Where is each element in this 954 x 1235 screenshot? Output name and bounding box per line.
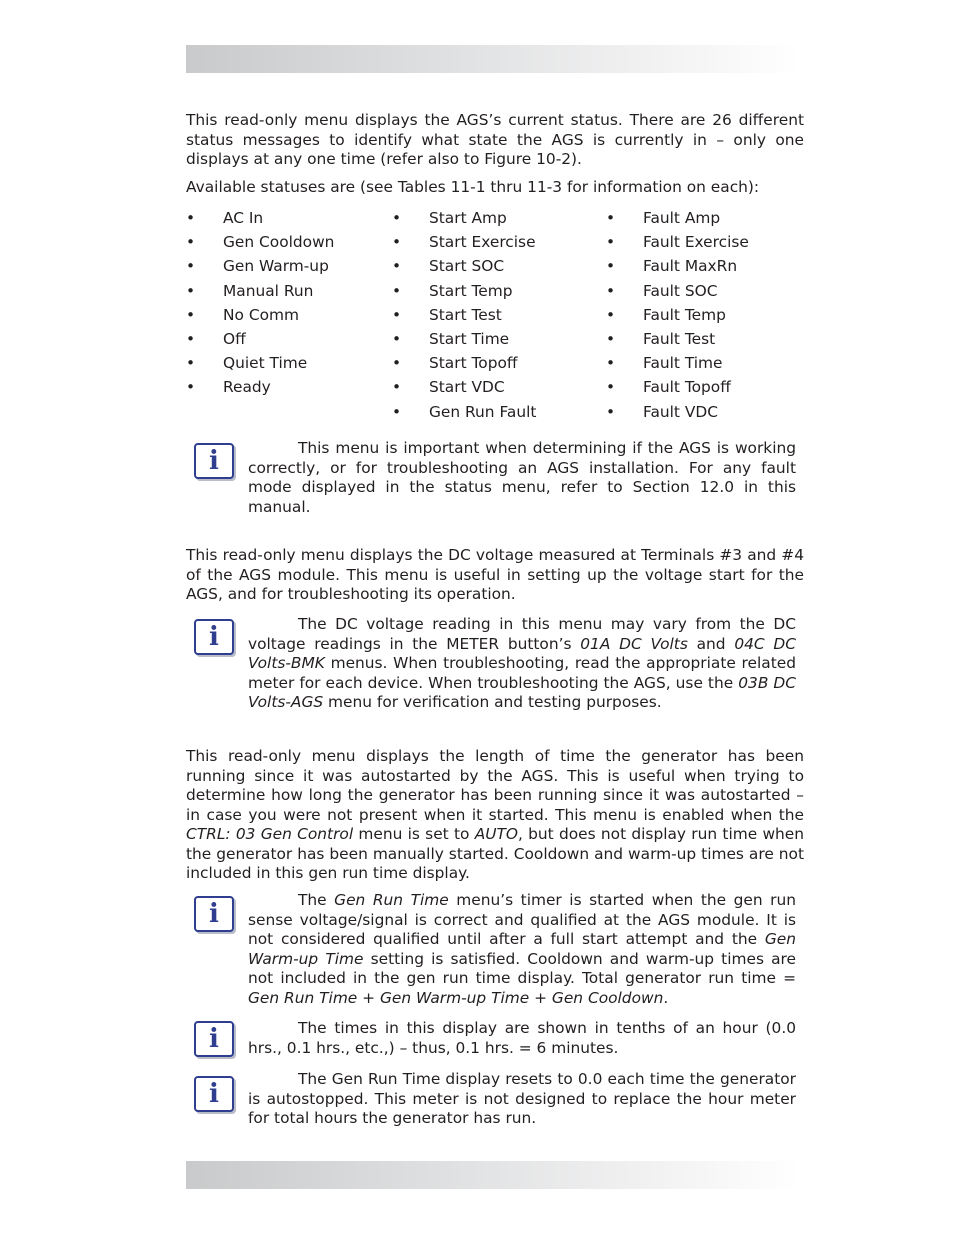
bullet-icon: • (606, 305, 616, 324)
status-label: Start SOC (429, 257, 505, 276)
status-label: Fault Temp (643, 305, 726, 324)
info-icon: i (194, 896, 234, 932)
status-label: Fault Amp (643, 209, 721, 227)
bullet-icon: • (606, 329, 616, 348)
bullet-icon: • (186, 378, 196, 397)
bullet-icon: • (392, 329, 402, 348)
bullet-icon: • (392, 305, 402, 324)
bullet-icon: • (392, 378, 402, 397)
header-bar (186, 45, 800, 73)
status-label: Start Exercise (429, 233, 536, 252)
bullet-icon: • (186, 305, 196, 324)
status-label: Fault Topoff (643, 378, 731, 397)
status-label: Fault Time (643, 354, 723, 373)
status-label: AC In (223, 209, 264, 227)
bullet-icon: • (186, 257, 196, 276)
dc-volts-paragraph: This read-only menu displays the DC voltage measured at Terminals #3 and #4 of the AGS module. This menu is useful in setting up the voltage start for the AGS, and for troubleshooting its operation. (186, 546, 804, 603)
bullet-icon: • (606, 233, 616, 252)
status-label: Gen Run Fault (429, 402, 537, 421)
info-icon: i (194, 1076, 234, 1112)
bullet-icon: • (606, 257, 616, 276)
status-label: Start Topoff (429, 354, 518, 373)
bullet-icon: • (186, 209, 196, 227)
status-label: Manual Run (223, 281, 314, 300)
bullet-icon: • (392, 354, 402, 373)
status-label: Start Time (429, 329, 510, 348)
bullet-icon: • (392, 209, 402, 227)
info-icon: i (194, 1021, 234, 1057)
status-intro-paragraph: This read-only menu displays the AGS’s current status. There are 26 different status messages to identify what state the AGS is currently in – only one displays at any one time (refer also to Figure 10-2). (186, 111, 804, 168)
status-label: Fault Test (643, 329, 716, 348)
bullet-icon: • (606, 378, 616, 397)
status-label: Off (223, 329, 246, 348)
info-icon: i (194, 619, 234, 655)
note-tenths-text: The times in this display are shown in tenths of an hour (0.0 hrs., 0.1 hrs., etc.,) – thus, 0.1 hrs. = 6 minutes. (248, 1019, 796, 1057)
status-label: Gen Cooldown (223, 233, 335, 252)
status-label: Start Temp (429, 281, 513, 300)
bullet-icon: • (392, 257, 402, 276)
note-gen-run-timer-text: The Gen Run Time menu’s timer is started when the gen run sense voltage/signal is correct and qualified at the AGS module. It is not considered qualified until after a full start attempt and the Gen Warm-up Time setting is satisfied. Cooldown and warm-up times are not included in the gen run time display. Total generator run time = Gen Run Time + Gen Warm-up Time + Gen Cooldown. (248, 891, 796, 1007)
status-label: Fault Exercise (643, 233, 749, 252)
status-label: Fault SOC (643, 281, 718, 300)
bullet-icon: • (606, 281, 616, 300)
bullet-icon: • (186, 233, 196, 252)
note-reset-text: The Gen Run Time display resets to 0.0 each time the generator is autostopped. This meter is not designed to replace the hour meter for total hours the generator has run. (248, 1070, 796, 1127)
bullet-icon: • (392, 233, 402, 252)
note-status-text: This menu is important when determining if the AGS is working correctly, or for troubleshooting an AGS installation. For any fault mode displayed in the status menu, refer to Section 12.0 in this manual. (248, 439, 796, 516)
bullet-icon: • (606, 402, 616, 421)
bullet-icon: • (392, 402, 402, 421)
info-icon: i (194, 443, 234, 479)
gen-run-time-paragraph: This read-only menu displays the length of time the generator has been running since it was autostarted by the AGS. This is useful when trying to determine how long the generator has been running since it was autostarted – in case you were not present when it started. This menu is enabled when the CTRL: 03 Gen Control menu is set to AUTO, but does not display run time when the generator has been manually started. Cooldown and warm-up times are not included in this gen run time display. (186, 747, 805, 882)
status-label: Start VDC (429, 378, 505, 397)
status-label: Gen Warm-up (223, 257, 329, 276)
bullet-icon: • (606, 354, 616, 373)
bullet-icon: • (186, 329, 196, 348)
status-label: Ready (223, 378, 271, 397)
statuses-intro: Available statuses are (see Tables 11-1 thru 11-3 for information on each): (186, 178, 760, 196)
status-label: Fault MaxRn (643, 257, 738, 276)
bullet-icon: • (606, 209, 616, 227)
status-label: Start Amp (429, 209, 507, 227)
status-label: Fault VDC (643, 402, 718, 421)
bullet-icon: • (392, 281, 402, 300)
note-dc-volts-text: The DC voltage reading in this menu may vary from the DC voltage readings in the METER button’s 01A DC Volts and 04C DC Volts-BMK menus. When troubleshooting, read the appropriate related meter for each device. When troubleshooting the AGS, use the 03B DC Volts-AGS menu for verification and testing purposes. (248, 615, 797, 711)
bullet-icon: • (186, 354, 196, 373)
status-label: Start Test (429, 305, 502, 324)
bullet-icon: • (186, 281, 196, 300)
status-label: No Comm (223, 305, 299, 324)
status-label: Quiet Time (223, 354, 308, 373)
footer-bar (186, 1161, 800, 1189)
